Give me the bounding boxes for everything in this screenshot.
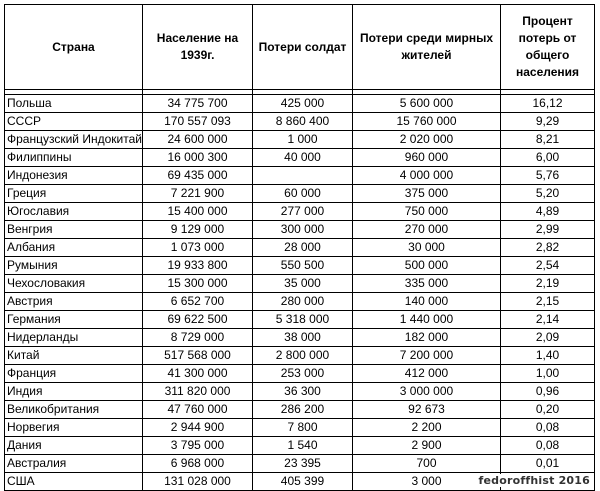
cell-soldier-losses	[253, 167, 353, 185]
cell-loss-percent: 0,08	[501, 437, 595, 455]
cell-civilian-losses: 140 000	[353, 293, 501, 311]
table-row	[5, 455, 595, 473]
cell-soldier-losses: 35 000	[253, 275, 353, 293]
cell-soldier-losses: 2 800 000	[253, 347, 353, 365]
cell-country: Дания	[5, 437, 143, 455]
cell-country: Французский Индокитай	[5, 131, 143, 149]
cell-civilian-losses: 2 200	[353, 419, 501, 437]
cell-civilian-losses: 375 000	[353, 185, 501, 203]
cell-loss-percent: 1,00	[501, 365, 595, 383]
table-row	[5, 311, 595, 329]
cell-population: 6 968 000	[143, 455, 253, 473]
table-row	[5, 149, 595, 167]
cell-soldier-losses: 38 000	[253, 329, 353, 347]
cell-civilian-losses: 500 000	[353, 257, 501, 275]
table-row	[5, 275, 595, 293]
cell-country: Румыния	[5, 257, 143, 275]
header-country: Страна	[5, 5, 143, 90]
cell-soldier-losses: 1 000	[253, 131, 353, 149]
table-row	[5, 113, 595, 131]
cell-soldier-losses: 36 300	[253, 383, 353, 401]
cell-country: Чехословакия	[5, 275, 143, 293]
table-row	[5, 131, 595, 149]
cell-population: 6 652 700	[143, 293, 253, 311]
cell-population: 47 760 000	[143, 401, 253, 419]
cell-soldier-losses: 1 540	[253, 437, 353, 455]
table-row	[5, 293, 595, 311]
cell-loss-percent: 5,76	[501, 167, 595, 185]
table-row	[5, 221, 595, 239]
cell-civilian-losses: 4 000 000	[353, 167, 501, 185]
cell-population: 170 557 093	[143, 113, 253, 131]
cell-population: 24 600 000	[143, 131, 253, 149]
cell-civilian-losses: 182 000	[353, 329, 501, 347]
cell-population: 15 300 000	[143, 275, 253, 293]
cell-population: 3 795 000	[143, 437, 253, 455]
cell-soldier-losses: 23 395	[253, 455, 353, 473]
cell-population: 2 944 900	[143, 419, 253, 437]
cell-soldier-losses: 8 860 400	[253, 113, 353, 131]
cell-loss-percent: 2,99	[501, 221, 595, 239]
table-row	[5, 329, 595, 347]
cell-population: 131 028 000	[143, 473, 253, 491]
cell-population: 16 000 300	[143, 149, 253, 167]
cell-country: Польша	[5, 95, 143, 113]
header-soldier-losses: Потери солдат	[253, 5, 353, 90]
cell-soldier-losses: 40 000	[253, 149, 353, 167]
cell-civilian-losses: 92 673	[353, 401, 501, 419]
cell-soldier-losses: 425 000	[253, 95, 353, 113]
cell-loss-percent: 4,89	[501, 203, 595, 221]
cell-country: Австрия	[5, 293, 143, 311]
cell-loss-percent: 2,54	[501, 257, 595, 275]
cell-civilian-losses: 412 000	[353, 365, 501, 383]
cell-loss-percent: 8,21	[501, 131, 595, 149]
table-row	[5, 383, 595, 401]
cell-country: Венгрия	[5, 221, 143, 239]
cell-country: Китай	[5, 347, 143, 365]
table-row	[5, 95, 595, 113]
cell-population: 15 400 000	[143, 203, 253, 221]
table-row	[5, 167, 595, 185]
table-row	[5, 419, 595, 437]
cell-loss-percent: 0,20	[501, 401, 595, 419]
cell-country: США	[5, 473, 143, 491]
table-row	[5, 239, 595, 257]
cell-civilian-losses: 335 000	[353, 275, 501, 293]
cell-country: Нидерланды	[5, 329, 143, 347]
cell-soldier-losses: 60 000	[253, 185, 353, 203]
cell-civilian-losses: 3 000 000	[353, 383, 501, 401]
table-row	[5, 347, 595, 365]
cell-soldier-losses: 280 000	[253, 293, 353, 311]
table-row	[5, 185, 595, 203]
cell-country: Норвегия	[5, 419, 143, 437]
cell-civilian-losses: 2 020 000	[353, 131, 501, 149]
cell-soldier-losses: 277 000	[253, 203, 353, 221]
header-row	[5, 5, 595, 90]
cell-civilian-losses: 270 000	[353, 221, 501, 239]
cell-civilian-losses: 960 000	[353, 149, 501, 167]
cell-population: 7 221 900	[143, 185, 253, 203]
cell-loss-percent: 2,82	[501, 239, 595, 257]
watermark: fedoroffhist 2016	[478, 474, 590, 487]
header-loss-percent: Процент потерь от общего населения	[501, 5, 595, 90]
header-civilian-losses: Потери среди мирных жителей	[353, 5, 501, 90]
cell-civilian-losses: 2 900	[353, 437, 501, 455]
cell-loss-percent: 2,14	[501, 311, 595, 329]
table-body	[5, 90, 595, 491]
cell-loss-percent: 1,40	[501, 347, 595, 365]
cell-soldier-losses: 5 318 000	[253, 311, 353, 329]
cell-soldier-losses: 300 000	[253, 221, 353, 239]
war-losses-table	[4, 4, 595, 491]
table-row	[5, 365, 595, 383]
cell-population: 1 073 000	[143, 239, 253, 257]
cell-soldier-losses: 405 399	[253, 473, 353, 491]
cell-civilian-losses: 5 600 000	[353, 95, 501, 113]
cell-population: 69 622 500	[143, 311, 253, 329]
cell-population: 19 933 800	[143, 257, 253, 275]
cell-loss-percent: 9,29	[501, 113, 595, 131]
cell-population: 9 129 000	[143, 221, 253, 239]
cell-civilian-losses: 3 000	[353, 473, 501, 491]
cell-soldier-losses: 7 800	[253, 419, 353, 437]
cell-soldier-losses: 253 000	[253, 365, 353, 383]
table-row	[5, 401, 595, 419]
cell-civilian-losses: 7 200 000	[353, 347, 501, 365]
cell-country: Индия	[5, 383, 143, 401]
cell-country: Австралия	[5, 455, 143, 473]
cell-civilian-losses: 15 760 000	[353, 113, 501, 131]
cell-population: 311 820 000	[143, 383, 253, 401]
cell-loss-percent: 5,20	[501, 185, 595, 203]
cell-population: 41 300 000	[143, 365, 253, 383]
cell-country: Индонезия	[5, 167, 143, 185]
cell-country: Великобритания	[5, 401, 143, 419]
cell-loss-percent: 6,00	[501, 149, 595, 167]
table-row	[5, 257, 595, 275]
cell-population: 8 729 000	[143, 329, 253, 347]
header-population: Население на 1939г.	[143, 5, 253, 90]
cell-loss-percent: 0,96	[501, 383, 595, 401]
cell-country: Франция	[5, 365, 143, 383]
cell-loss-percent: 0,01	[501, 455, 595, 473]
cell-population: 517 568 000	[143, 347, 253, 365]
cell-loss-percent: 2,09	[501, 329, 595, 347]
cell-civilian-losses: 750 000	[353, 203, 501, 221]
cell-loss-percent: 16,12	[501, 95, 595, 113]
table-row	[5, 437, 595, 455]
cell-country: СССР	[5, 113, 143, 131]
cell-country: Югославия	[5, 203, 143, 221]
cell-country: Германия	[5, 311, 143, 329]
cell-country: Греция	[5, 185, 143, 203]
cell-population: 34 775 700	[143, 95, 253, 113]
cell-civilian-losses: 700	[353, 455, 501, 473]
table-row	[5, 203, 595, 221]
cell-population: 69 435 000	[143, 167, 253, 185]
cell-civilian-losses: 1 440 000	[353, 311, 501, 329]
cell-soldier-losses: 28 000	[253, 239, 353, 257]
cell-country: Албания	[5, 239, 143, 257]
cell-loss-percent: 0,08	[501, 419, 595, 437]
cell-country: Филиппины	[5, 149, 143, 167]
cell-soldier-losses: 550 500	[253, 257, 353, 275]
cell-civilian-losses: 30 000	[353, 239, 501, 257]
cell-loss-percent: 2,19	[501, 275, 595, 293]
cell-loss-percent: 2,15	[501, 293, 595, 311]
cell-soldier-losses: 286 200	[253, 401, 353, 419]
